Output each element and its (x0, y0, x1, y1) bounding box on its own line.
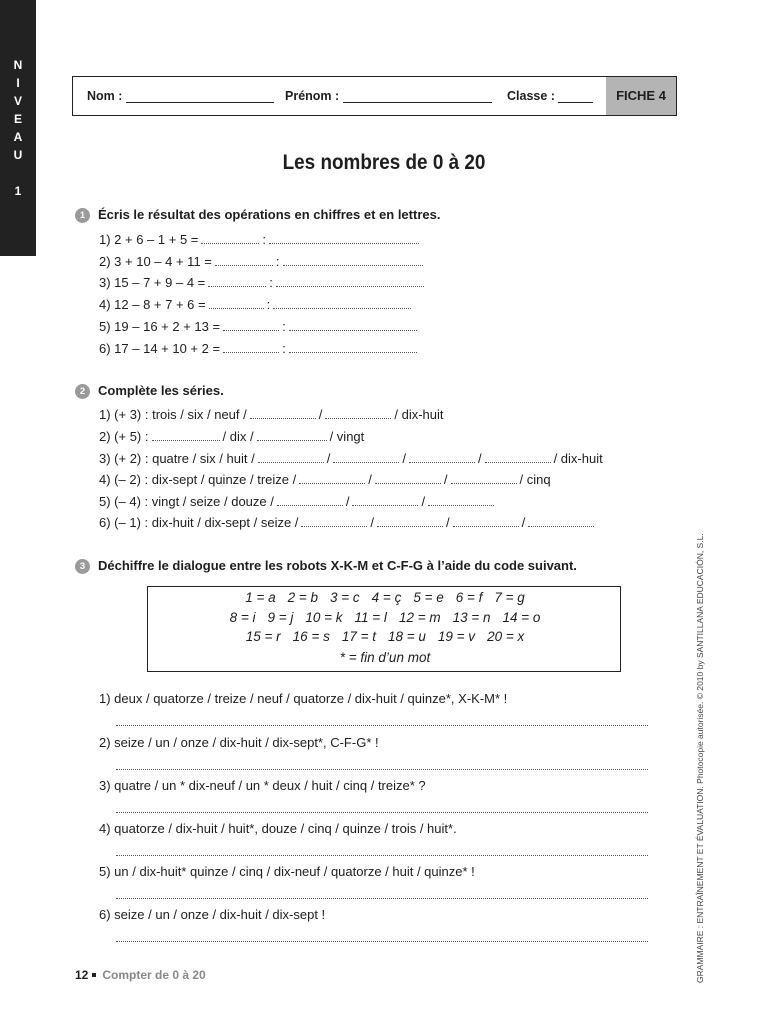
nom-label: Nom : (87, 89, 123, 103)
answer-blank[interactable] (215, 256, 273, 266)
exercise-instruction: Écris le résultat des opérations en chiffres et en lettres. (98, 207, 441, 222)
answer-blank[interactable] (352, 496, 418, 506)
answer-blank[interactable] (223, 321, 279, 331)
exercise-1-item: 6) 17 – 14 + 10 + 2 = : (99, 340, 420, 358)
exercise-1-item: 2) 3 + 10 – 4 + 11 = : (99, 253, 426, 271)
dialogue-item: 4) quatorze / dix-huit / huit*, douze / cinq / quinze / trois / huit*. (99, 821, 457, 836)
code-key-box (147, 586, 621, 672)
answer-blank[interactable] (152, 431, 220, 441)
answer-blank[interactable] (451, 474, 517, 484)
exercise-instruction: Déchiffre le dialogue entre les robots X-K-M et C-F-G à l’aide du code suivant. (98, 558, 577, 573)
answer-blank[interactable] (428, 496, 494, 506)
page-title: Les nombres de 0 à 20 (282, 151, 486, 174)
answer-blank[interactable] (201, 234, 259, 244)
answer-blank[interactable] (325, 409, 391, 419)
exercise-1-item: 4) 12 – 8 + 7 + 6 = : (99, 296, 414, 314)
side-letter: U (13, 148, 23, 162)
side-letter: 1 (14, 184, 22, 198)
answer-blank[interactable] (528, 517, 594, 527)
exercise-number-badge: 3 (75, 559, 90, 574)
exercise-1-item: 3) 15 – 7 + 9 – 4 = : (99, 274, 427, 292)
footer-title: Compter de 0 à 20 (102, 968, 206, 982)
code-row: 15 = r 16 = s 17 = t 18 = u 19 = v 20 = x (245, 629, 525, 644)
exercise-1-heading (75, 207, 440, 223)
exercise-2-item: 2) (+ 5) : / dix / / vingt (99, 429, 365, 444)
answer-blank[interactable] (283, 256, 423, 266)
answer-blank[interactable] (258, 453, 324, 463)
dialogue-item: 2) seize / un / onze / dix-huit / dix-sept*, C-F-G* ! (99, 735, 379, 750)
answer-blank[interactable] (377, 517, 443, 527)
dialogue-item: 5) un / dix-huit* quinze / cinq / dix-neuf / quatorze / huit / quinze* ! (99, 864, 475, 879)
answer-blank[interactable] (209, 299, 264, 309)
exercise-number-badge: 1 (75, 208, 90, 223)
exercise-1-item: 1) 2 + 6 – 1 + 5 = : (99, 231, 422, 249)
prenom-label: Prénom : (285, 89, 340, 103)
answer-blank[interactable] (273, 299, 411, 309)
answer-line[interactable] (116, 769, 648, 770)
prenom-field[interactable] (343, 102, 492, 103)
answer-blank[interactable] (257, 431, 327, 441)
exercise-2-heading (75, 383, 224, 399)
exercise-number-badge: 2 (75, 384, 90, 399)
exercise-3-heading (75, 558, 577, 574)
dialogue-item: 6) seize / un / onze / dix-huit / dix-sept ! (99, 907, 326, 922)
answer-blank[interactable] (409, 453, 475, 463)
exercise-1-item: 5) 19 – 16 + 2 + 13 = : (99, 318, 420, 336)
dialogue-item: 1) deux / quatorze / treize / neuf / quatorze / dix-huit / quinze*, X-K-M* ! (99, 691, 508, 706)
answer-blank[interactable] (276, 277, 424, 287)
answer-line[interactable] (116, 855, 648, 856)
answer-blank[interactable] (250, 409, 316, 419)
nom-field[interactable] (126, 102, 274, 103)
classe-field[interactable] (558, 102, 593, 103)
code-row: 8 = i 9 = j 10 = k 11 = l 12 = m 13 = n 14 = o (229, 610, 541, 625)
fiche-badge: FICHE 4 (606, 77, 676, 115)
copyright-credit: GRAMMAIRE : ENTRAÎNEMENT ET ÉVALUATION. Photocopie autorisée. © 2010 by SANTILLANA EDUCACIÓN, S.L. (695, 533, 705, 983)
answer-blank[interactable] (289, 321, 417, 331)
answer-blank[interactable] (289, 343, 417, 353)
answer-line[interactable] (116, 812, 648, 813)
answer-blank[interactable] (299, 474, 365, 484)
side-letter: E (13, 112, 22, 126)
square-bullet-icon (92, 973, 96, 977)
dialogue-item: 3) quatre / un * dix-neuf / un * deux / huit / cinq / treize* ? (99, 778, 426, 793)
page-footer (75, 968, 206, 982)
level-side-tab (0, 0, 36, 256)
answer-blank[interactable] (269, 234, 419, 244)
exercise-2-item: 4) (– 2) : dix-sept / quinze / treize / / / / cinq (99, 472, 551, 487)
answer-blank[interactable] (277, 496, 343, 506)
answer-blank[interactable] (208, 277, 266, 287)
answer-blank[interactable] (333, 453, 399, 463)
answer-line[interactable] (116, 941, 648, 942)
exercise-2-item: 1) (+ 3) : trois / six / neuf / / / dix-huit (99, 407, 444, 422)
exercise-2-item: 5) (– 4) : vingt / seize / douze / / / (99, 493, 497, 511)
side-letter: A (13, 130, 23, 144)
side-letter: N (13, 58, 23, 72)
code-row: * = fin d’un mot (339, 650, 431, 665)
classe-label: Classe : (507, 89, 555, 103)
side-letter: I (16, 76, 20, 90)
answer-line[interactable] (116, 898, 648, 899)
exercise-2-item: 3) (+ 2) : quatre / six / huit / / / / / dix-huit (99, 451, 603, 466)
exercise-instruction: Complète les séries. (98, 383, 224, 398)
side-letter: V (13, 94, 22, 108)
answer-blank[interactable] (453, 517, 519, 527)
exercise-2-item: 6) (– 1) : dix-huit / dix-sept / seize / / / / (99, 514, 597, 532)
answer-line[interactable] (116, 725, 648, 726)
student-info-box (72, 76, 677, 116)
code-row: 1 = a 2 = b 3 = c 4 = ç 5 = e 6 = f 7 = g (245, 590, 525, 605)
page-number: 12 (75, 968, 89, 982)
answer-blank[interactable] (223, 343, 279, 353)
answer-blank[interactable] (375, 474, 441, 484)
answer-blank[interactable] (301, 517, 367, 527)
answer-blank[interactable] (485, 453, 551, 463)
